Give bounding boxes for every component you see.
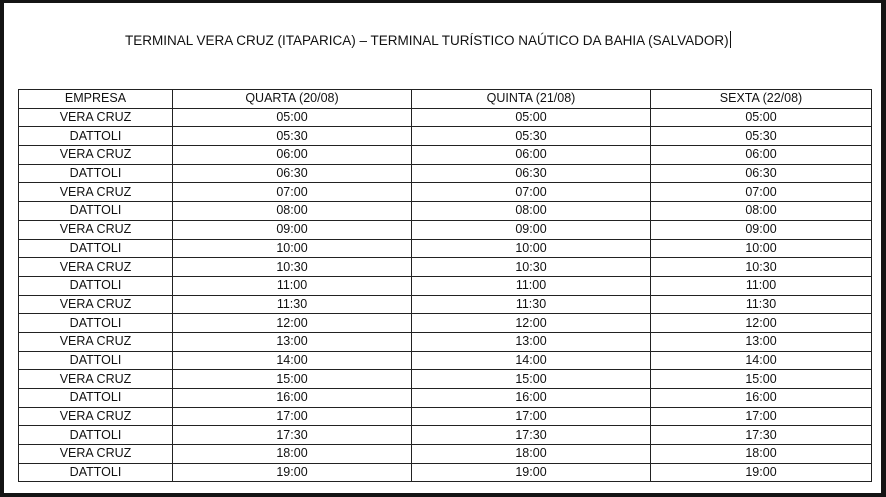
- quarta-time-cell: 08:00: [173, 202, 412, 221]
- table-row: [19, 202, 872, 221]
- quarta-time-cell: 18:00: [173, 445, 412, 464]
- sexta-time-cell: 09:00: [651, 220, 872, 239]
- empresa-cell: VERA CRUZ: [19, 370, 173, 389]
- quinta-time-cell: 11:00: [412, 276, 651, 295]
- quarta-time-cell: 12:00: [173, 314, 412, 333]
- table-row: [19, 220, 872, 239]
- sexta-time-cell: 17:30: [651, 426, 872, 445]
- quinta-time-cell: 13:00: [412, 332, 651, 351]
- table-body: [19, 108, 872, 482]
- quarta-time-cell: 05:00: [173, 108, 412, 127]
- empresa-cell: DATTOLI: [19, 239, 173, 258]
- sexta-time-cell: 06:00: [651, 146, 872, 165]
- sexta-time-cell: 11:00: [651, 276, 872, 295]
- sexta-time-cell: 14:00: [651, 351, 872, 370]
- sexta-time-cell: 13:00: [651, 332, 872, 351]
- table-row: [19, 314, 872, 333]
- quarta-time-cell: 06:00: [173, 146, 412, 165]
- sexta-time-cell: 07:00: [651, 183, 872, 202]
- table-row: [19, 295, 872, 314]
- table-row: [19, 445, 872, 464]
- sexta-time-cell: 11:30: [651, 295, 872, 314]
- quarta-time-cell: 06:30: [173, 164, 412, 183]
- quinta-time-cell: 07:00: [412, 183, 651, 202]
- quarta-time-cell: 16:00: [173, 389, 412, 408]
- table-row: [19, 239, 872, 258]
- header-quarta: QUARTA (20/08): [173, 90, 412, 109]
- quinta-time-cell: 17:00: [412, 407, 651, 426]
- header-sexta: SEXTA (22/08): [651, 90, 872, 109]
- quinta-time-cell: 05:30: [412, 127, 651, 146]
- table-row: [19, 164, 872, 183]
- quinta-time-cell: 14:00: [412, 351, 651, 370]
- empresa-cell: VERA CRUZ: [19, 332, 173, 351]
- quinta-time-cell: 09:00: [412, 220, 651, 239]
- table-row: [19, 108, 872, 127]
- table-row: [19, 146, 872, 165]
- text-cursor: [730, 31, 731, 48]
- empresa-cell: DATTOLI: [19, 389, 173, 408]
- quarta-time-cell: 10:00: [173, 239, 412, 258]
- quarta-time-cell: 10:30: [173, 258, 412, 277]
- sexta-time-cell: 10:30: [651, 258, 872, 277]
- sexta-time-cell: 08:00: [651, 202, 872, 221]
- table-header-row: [19, 90, 872, 109]
- quarta-time-cell: 13:00: [173, 332, 412, 351]
- empresa-cell: VERA CRUZ: [19, 108, 173, 127]
- empresa-cell: DATTOLI: [19, 127, 173, 146]
- quinta-time-cell: 19:00: [412, 463, 651, 482]
- quarta-time-cell: 14:00: [173, 351, 412, 370]
- sexta-time-cell: 16:00: [651, 389, 872, 408]
- empresa-cell: VERA CRUZ: [19, 407, 173, 426]
- table-row: [19, 332, 872, 351]
- sexta-time-cell: 19:00: [651, 463, 872, 482]
- header-quinta: QUINTA (21/08): [412, 90, 651, 109]
- empresa-cell: DATTOLI: [19, 351, 173, 370]
- table-row: [19, 370, 872, 389]
- table-row: [19, 276, 872, 295]
- empresa-cell: DATTOLI: [19, 426, 173, 445]
- document-title: TERMINAL VERA CRUZ (ITAPARICA) – TERMINAL TURÍSTICO NAÚTICO DA BAHIA (SALVADOR): [125, 33, 729, 48]
- sexta-time-cell: 05:30: [651, 127, 872, 146]
- quarta-time-cell: 07:00: [173, 183, 412, 202]
- header-empresa: EMPRESA: [19, 90, 173, 109]
- sexta-time-cell: 18:00: [651, 445, 872, 464]
- sexta-time-cell: 05:00: [651, 108, 872, 127]
- empresa-cell: VERA CRUZ: [19, 220, 173, 239]
- sexta-time-cell: 10:00: [651, 239, 872, 258]
- sexta-time-cell: 17:00: [651, 407, 872, 426]
- quarta-time-cell: 15:00: [173, 370, 412, 389]
- quarta-time-cell: 05:30: [173, 127, 412, 146]
- sexta-time-cell: 15:00: [651, 370, 872, 389]
- document-title-line[interactable]: [125, 30, 731, 52]
- empresa-cell: VERA CRUZ: [19, 445, 173, 464]
- table-row: [19, 351, 872, 370]
- quinta-time-cell: 12:00: [412, 314, 651, 333]
- ferry-schedule-table: [18, 89, 872, 482]
- table-row: [19, 258, 872, 277]
- quinta-time-cell: 10:30: [412, 258, 651, 277]
- quinta-time-cell: 06:00: [412, 146, 651, 165]
- empresa-cell: VERA CRUZ: [19, 146, 173, 165]
- empresa-cell: DATTOLI: [19, 164, 173, 183]
- quinta-time-cell: 05:00: [412, 108, 651, 127]
- empresa-cell: DATTOLI: [19, 202, 173, 221]
- empresa-cell: VERA CRUZ: [19, 183, 173, 202]
- quarta-time-cell: 11:30: [173, 295, 412, 314]
- quinta-time-cell: 06:30: [412, 164, 651, 183]
- quinta-time-cell: 16:00: [412, 389, 651, 408]
- empresa-cell: DATTOLI: [19, 314, 173, 333]
- empresa-cell: DATTOLI: [19, 463, 173, 482]
- quinta-time-cell: 08:00: [412, 202, 651, 221]
- empresa-cell: VERA CRUZ: [19, 295, 173, 314]
- table-row: [19, 127, 872, 146]
- sexta-time-cell: 06:30: [651, 164, 872, 183]
- quarta-time-cell: 17:00: [173, 407, 412, 426]
- empresa-cell: VERA CRUZ: [19, 258, 173, 277]
- quinta-time-cell: 11:30: [412, 295, 651, 314]
- quarta-time-cell: 19:00: [173, 463, 412, 482]
- table-row: [19, 389, 872, 408]
- quarta-time-cell: 09:00: [173, 220, 412, 239]
- quinta-time-cell: 15:00: [412, 370, 651, 389]
- table-row: [19, 183, 872, 202]
- table-row: [19, 426, 872, 445]
- table-row: [19, 463, 872, 482]
- quarta-time-cell: 11:00: [173, 276, 412, 295]
- table-row: [19, 407, 872, 426]
- document-page[interactable]: [4, 3, 881, 493]
- sexta-time-cell: 12:00: [651, 314, 872, 333]
- quarta-time-cell: 17:30: [173, 426, 412, 445]
- quinta-time-cell: 17:30: [412, 426, 651, 445]
- quinta-time-cell: 18:00: [412, 445, 651, 464]
- empresa-cell: DATTOLI: [19, 276, 173, 295]
- quinta-time-cell: 10:00: [412, 239, 651, 258]
